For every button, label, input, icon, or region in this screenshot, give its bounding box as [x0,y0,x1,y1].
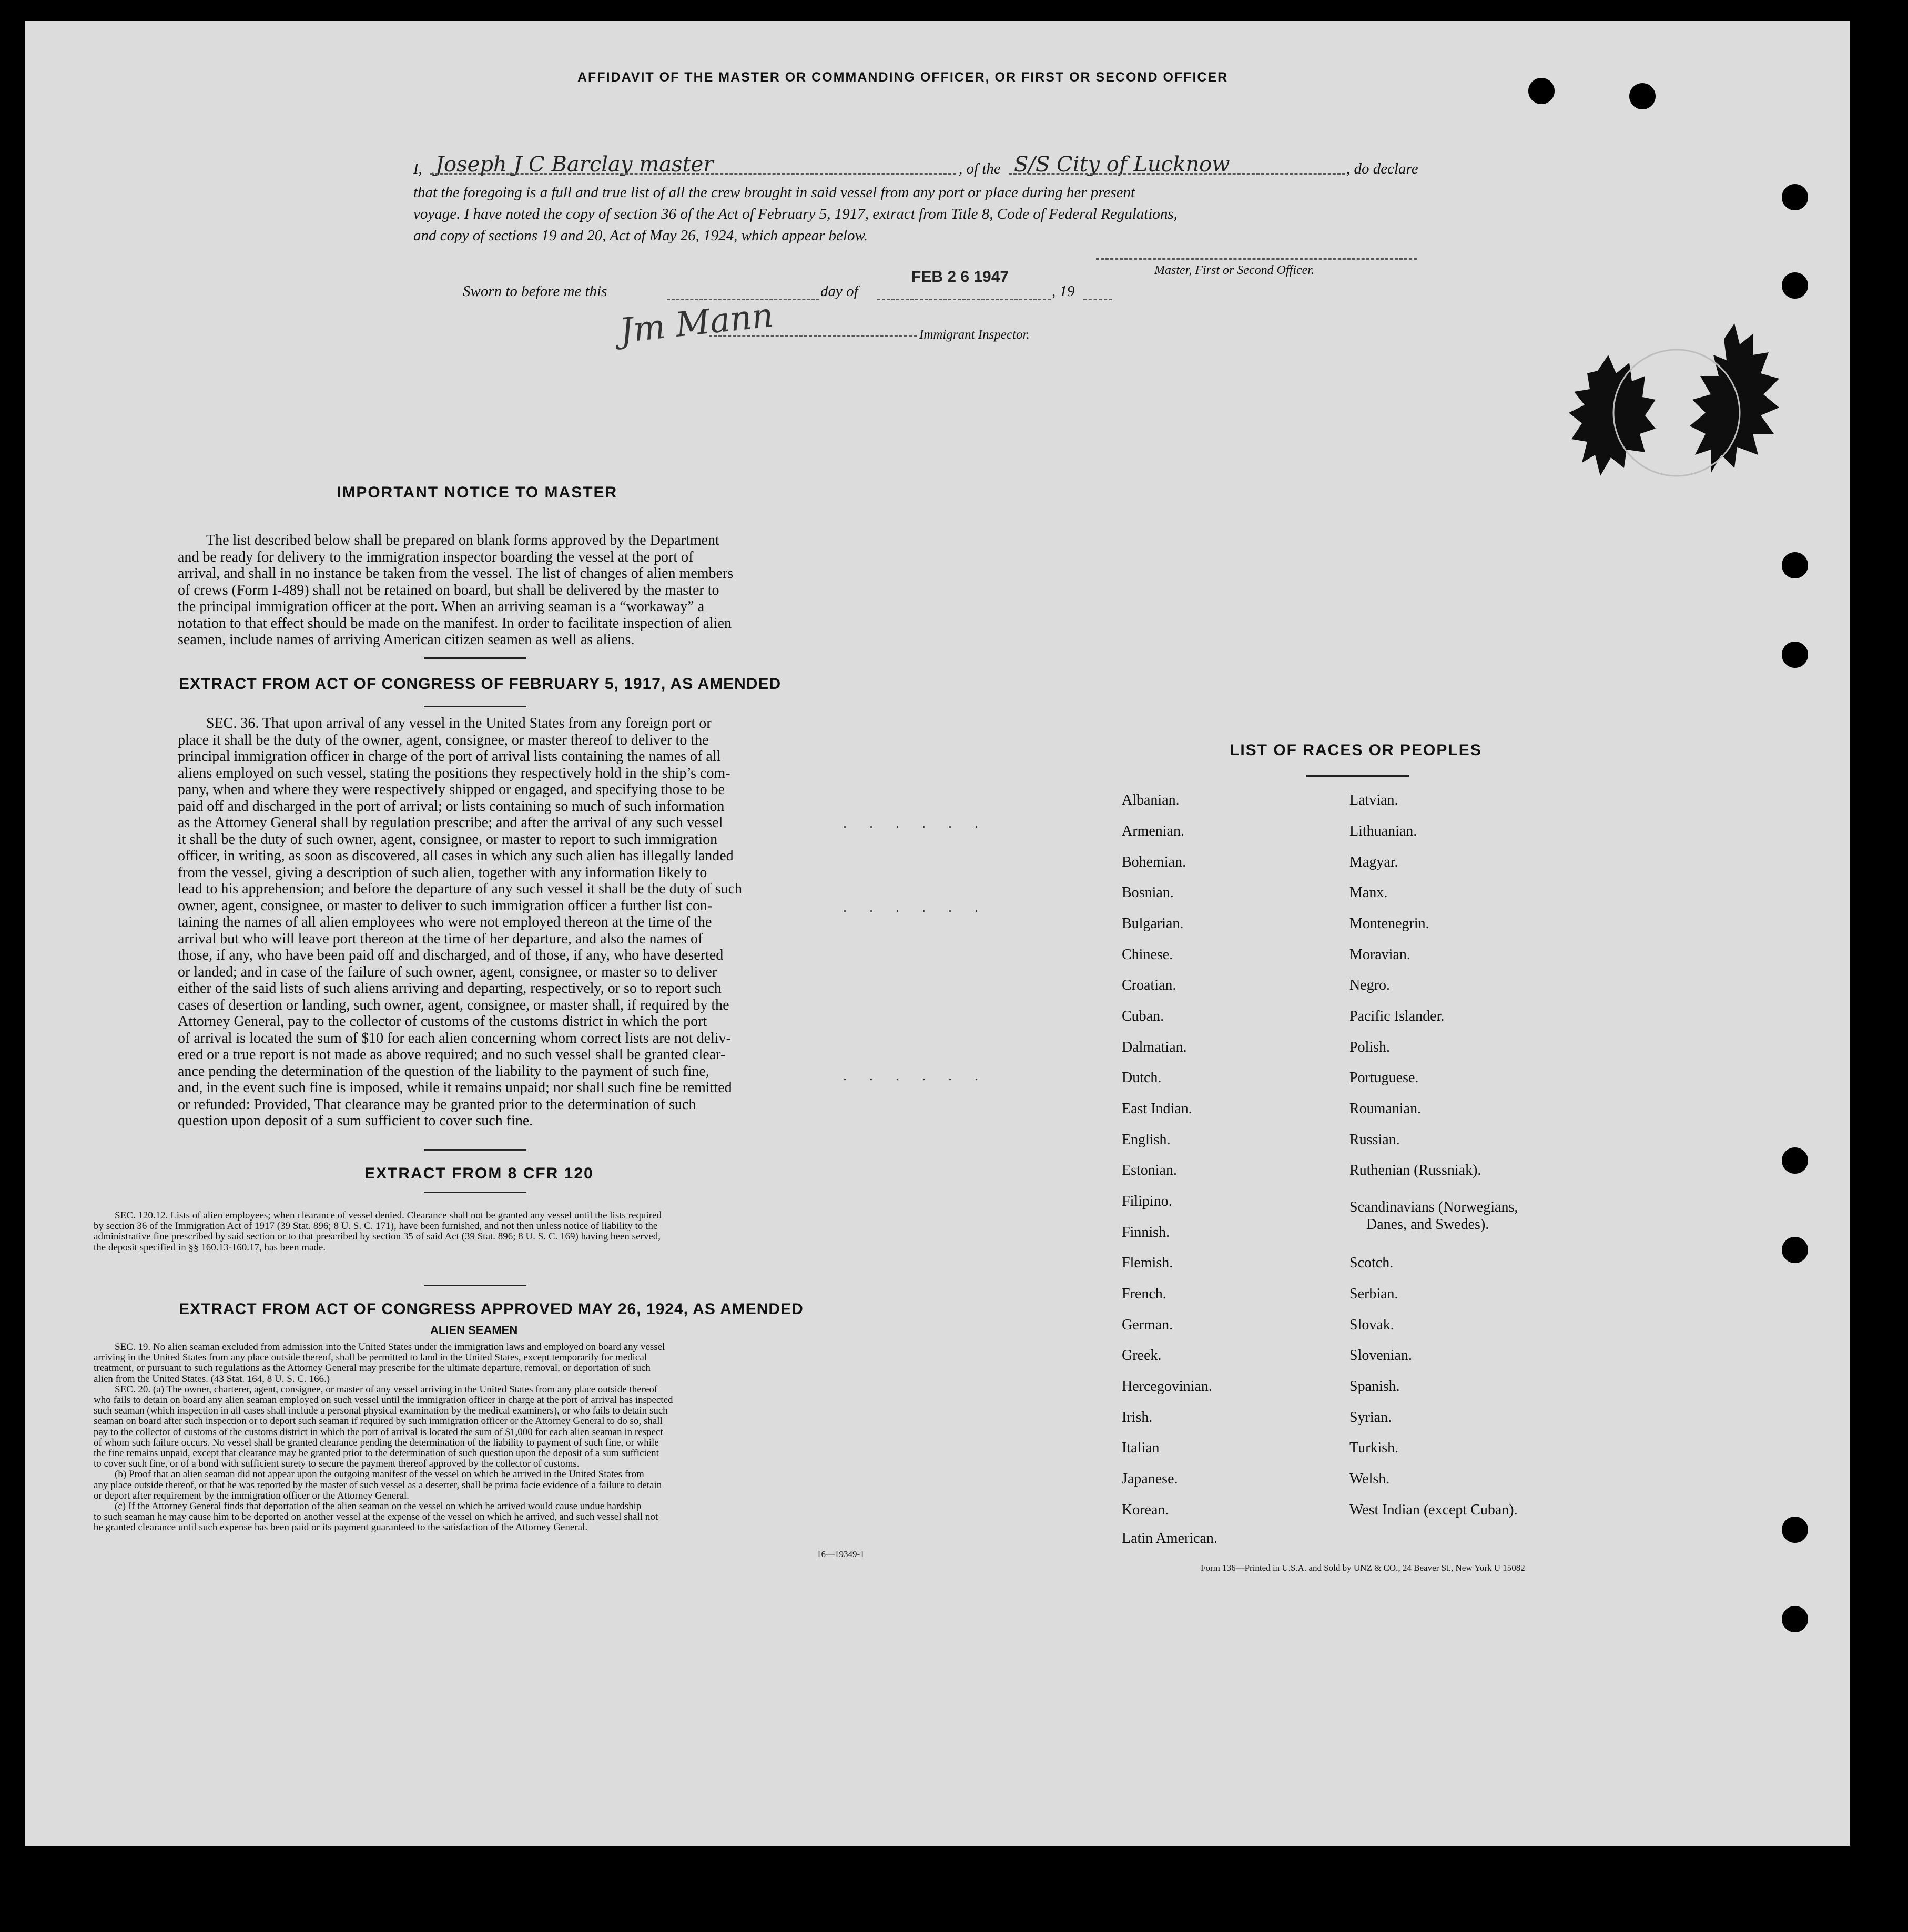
notice-line: notation to that effect should be made on the manifest. In order to facilitate inspection of alien [178,615,732,632]
race-right-item: Manx. [1349,884,1388,901]
race-left-item: Flemish. [1122,1255,1173,1271]
race-left-item: Korean. [1122,1502,1169,1518]
master-caption: Master, First or Second Officer. [1154,263,1314,277]
officer-name-handwritten: Joseph J C Barclay master [435,152,714,177]
extract-1917-line: officer, in writing, as soon as discovered, all cases in which any such alien has illegally landed [178,848,734,864]
race-right-item: Danes, and Swedes). [1366,1216,1489,1233]
extract-cfr-divider [424,1192,526,1193]
race-left-item: Bulgarian. [1122,916,1184,932]
extract-1924-line: seaman on board after such inspection or to deport such seaman if required by such immigration officer or the Attorney General to do so, shall [94,1416,663,1427]
race-left-item: Irish. [1122,1409,1153,1426]
notice-heading: IMPORTANT NOTICE TO MASTER [337,484,618,501]
extract-1924-line: the fine remains unpaid, except that clearance may be granted prior to the determination of such question upon the deposit of a sum sufficient [94,1448,659,1459]
extract-1924-line: (b) Proof that an alien seaman did not appear upon the outgoing manifest of the vessel on which he arrived in the United States from [115,1469,644,1480]
extract-1924-line: or deport after requirement by the immigration officer or the Attorney General. [94,1490,410,1501]
race-right-item: Slovenian. [1349,1347,1412,1364]
race-left-item: English. [1122,1132,1171,1148]
extract-cfr-line: SEC. 120.12. Lists of alien employees; when clearance of vessel denied. Clearance shall not be granted any vessel until the lists required [115,1210,662,1221]
race-right-item: Portuguese. [1349,1070,1419,1086]
punch-hole [1782,642,1808,668]
affidavit-line-3: voyage. I have noted the copy of section 36 of the Act of February 5, 1917, extract from Title 8, Code of Federal Regulations, [413,206,1178,222]
extract-1917-line: owner, agent, consignee, or master to deliver to such immigration officer a further list con- [178,897,713,914]
extract-cfr-end-divider [424,1285,526,1286]
extract-1917-line: those, if any, who have been paid off and discharged, and of those, if any, who have deserted [178,947,724,963]
inspector-signature-line [709,335,917,337]
race-right-item: Slovak. [1349,1317,1394,1333]
race-left-item: Hercegovinian. [1122,1378,1212,1395]
race-right-item: West Indian (except Cuban). [1349,1502,1518,1518]
extract-cfr-line: the deposit specified in §§ 160.13-160.17, has been made. [94,1242,326,1253]
officer-name-line [430,173,956,175]
race-right-item: Montenegrin. [1349,916,1429,932]
races-divider [1306,775,1409,777]
extract-1924-line: any place outside thereof, or that he was reported by the master of such vessel as a deserter, shall be prima facie evidence of a failure to detain [94,1479,662,1491]
affidavit-line-2: that the foregoing is a full and true list of all the crew brought in said vessel from any port or place during her present [413,184,1135,201]
date-stamp: FEB 2 6 1947 [911,268,1009,286]
form-imprint: Form 136—Printed in U.S.A. and Sold by UNZ & CO., 24 Beaver St., New York U 15082 [1201,1563,1525,1573]
notice-line: of crews (Form I-489) shall not be retained on board, but shall be delivered by the master to [178,582,719,598]
extract-cfr-line: administrative fine prescribed by said section or to that prescribed by section 35 of said Act (39 Stat. 896; 8 U. S. C. 169) having been served, [94,1231,661,1243]
extract-1917-heading: EXTRACT FROM ACT OF CONGRESS OF FEBRUARY 5, 1917, AS AMENDED [179,675,782,693]
notice-line: and be ready for delivery to the immigration inspector boarding the vessel at the port of [178,548,694,565]
race-left-item: Bosnian. [1122,884,1174,901]
race-left-item: Dutch. [1122,1070,1162,1086]
extract-1917-line: as the Attorney General shall by regulation prescribe; and after the arrival of any such vessel [178,815,723,831]
race-right-item: Scotch. [1349,1255,1394,1271]
race-left-item: Dalmatian. [1122,1039,1187,1055]
extract-1917-line: either of the said lists of such aliens arriving and departing, respectively, or so to report such [178,980,722,996]
extract-1917-line: principal immigration officer in charge of the port of arrival lists containing the names of all [178,748,721,765]
extract-cfr-line: by section 36 of the Immigration Act of 1917 (39 Stat. 896; 8 U. S. C. 171), have been furnished, and not then unless notice of liability to the [94,1221,658,1232]
notary-seal-image [1566,323,1792,507]
notice-line: arrival, and shall in no instance be taken from the vessel. The list of changes of alien members [178,565,734,582]
race-left-item: Finnish. [1122,1224,1170,1240]
race-right-item: Ruthenian (Russniak). [1349,1162,1481,1178]
race-left-item: Filipino. [1122,1193,1172,1209]
extract-1917-line: taining the names of all alien employees who were not employed thereon at the time of the [178,914,712,930]
race-left-item: Armenian. [1122,823,1184,839]
race-left-item: Greek. [1122,1347,1162,1364]
race-left-item: Chinese. [1122,947,1173,963]
race-right-item: Spanish. [1349,1378,1400,1395]
race-right-item: Pacific Islander. [1349,1008,1445,1024]
extract-1924-line: who fails to detain on board any alien seaman employed on such vessel until the immigration officer in charge at the port of arrival has inspected [94,1395,673,1406]
race-left-item: Croatian. [1122,977,1176,993]
punch-hole [1782,1237,1808,1263]
extract-1917-line: it shall be the duty of such owner, agent, consignee, or master to report to such immigration [178,831,718,848]
form-code: 16—19349-1 [817,1549,865,1559]
race-right-item: Latvian. [1349,792,1398,808]
inspector-caption: Immigrant Inspector. [919,328,1030,342]
extract-1917-line: ered or a true report is not made as above required; and no such vessel shall be granted clear- [178,1046,726,1063]
extract-1924-line: be granted clearance until such expense has been paid or its payment guaranteed to the satisfaction of the Attorney General. [94,1522,588,1533]
race-right-item: Lithuanian. [1349,823,1417,839]
extract-1924-body [94,1342,896,1533]
vessel-name-line [1009,173,1345,175]
inspector-signature: Jm Mann [617,296,775,351]
extract-1924-heading: EXTRACT FROM ACT OF CONGRESS APPROVED MAY 26, 1924, AS AMENDED [179,1300,804,1318]
extract-cfr-heading: EXTRACT FROM 8 CFR 120 [364,1165,594,1182]
extract-1924-line: alien from the United States. (43 Stat. 164, 8 U. S. C. 166.) [94,1373,330,1385]
race-right-item: Syrian. [1349,1409,1392,1426]
extract-1924-line: arriving in the United States from any place outside thereof, shall be permitted to land in the United States, except temporarily for medical [94,1352,647,1364]
year-prefix: , 19 [1052,283,1075,300]
sworn-month-line [877,299,1051,300]
sworn-label: Sworn to before me this [463,283,607,300]
extract-1924-line: (c) If the Attorney General finds that deportation of the alien seaman on the vessel on which he arrived would cause undue hardship [115,1501,642,1512]
race-right-item: Scandinavians (Norwegians, [1349,1199,1518,1215]
extract-1917-line: Attorney General, pay to the collector of customs of the customs district in which the port [178,1013,707,1030]
extract-1917-line: lead to his apprehension; and before the departure of any such vessel it shall be the duty of such [178,881,743,897]
bleed-dots: . . . . . . [843,815,988,831]
extract-1917-line: paid off and discharged in the port of arrival; or lists containing so much of such information [178,798,725,815]
punch-hole [1782,1147,1808,1174]
extract-1917-line: of arrival is located the sum of $10 for each alien concerning whom correct lists are not deliv- [178,1030,731,1046]
race-right-item: Negro. [1349,977,1390,993]
extract-1917-line: and, in the event such fine is imposed, while it remains unpaid; nor shall such fine be remitted [178,1080,732,1096]
affidavit-of-the: , of the [959,160,1001,177]
punch-hole [1629,83,1656,109]
race-left-item: German. [1122,1317,1173,1333]
extract-1924-line: pay to the collector of customs of the customs district in which the port of arrival is located the sum of $1,000 for each alien seaman in respect [94,1426,663,1438]
extract-1917-end-divider [424,1149,526,1151]
master-signature-line [1096,258,1417,260]
extract-1917-line: cases of desertion or landing, such owner, agent, consignee, or master shall, if required by the [178,996,729,1013]
affidavit-do-declare: , do declare [1346,160,1418,177]
extract-1924-line: of whom such failure occurs. No vessel shall be granted clearance pending the determination of the liability to payment of such fine, or while [94,1437,659,1448]
bleed-dots: . . . . . . [843,1067,988,1084]
notice-line: seamen, include names of arriving American citizen seamen as well as aliens. [178,632,635,648]
races-heading: LIST OF RACES OR PEOPLES [1230,741,1482,759]
race-right-item: Serbian. [1349,1286,1398,1302]
extract-1917-line: from the vessel, giving a description of such alien, together with any information likely to [178,864,707,881]
extract-1917-line: pany, when and where they were respectively shipped or engaged, and specifying those to be [178,781,725,798]
punch-hole [1782,272,1808,299]
extract-1917-line: or refunded: Provided, That clearance may be granted prior to the determination of such [178,1096,696,1113]
punch-hole [1782,184,1808,210]
race-right-item: Turkish. [1349,1440,1399,1456]
extract-1924-line: to such seaman he may cause him to be deported on another vessel at the expense of the vessel on which he arrived, and such vessel shall not [94,1511,658,1523]
year-line [1083,299,1112,300]
punch-hole [1528,78,1555,104]
race-right-item: Welsh. [1349,1471,1390,1487]
race-left-item: Bohemian. [1122,854,1186,870]
race-left-item: Latin American. [1122,1530,1217,1547]
extract-1924-line: to cover such fine, or of a bond with sufficient surety to secure the payment thereof approved by the collector of customs. [94,1458,580,1470]
affidavit-line-4: and copy of sections 19 and 20, Act of May 26, 1924, which appear below. [413,227,868,244]
extract-1917-line: SEC. 36. That upon arrival of any vessel in the United States from any foreign port or [206,715,712,731]
notice-line: The list described below shall be prepared on blank forms approved by the Department [206,532,719,548]
extract-1924-line: treatment, or pursuant to such regulations as the Attorney General may prescribe for the ultimate departure, removal, or deportation of such [94,1362,651,1374]
race-left-item: Estonian. [1122,1162,1177,1178]
race-right-item: Roumanian. [1349,1101,1422,1117]
extract-1917-body [178,715,809,1130]
extract-1924-line: SEC. 20. (a) The owner, charterer, agent, consignee, or master of any vessel arriving in the United States from any place outside thereof [115,1384,658,1395]
extract-1917-line: or landed; and in case of the failure of such owner, agent, consignee, or master so to deliver [178,963,717,980]
punch-hole [1782,1606,1808,1632]
extract-1917-line: arrival but who will leave port thereon at the time of her departure, and also the names of [178,930,703,947]
race-left-item: Italian [1122,1440,1160,1456]
race-right-item: Russian. [1349,1132,1400,1148]
day-of-label: day of [820,283,858,300]
extract-1917-line: question upon deposit of a sum sufficient to cover such fine. [178,1113,533,1129]
notice-body [178,532,809,648]
punch-hole [1782,1517,1808,1543]
extract-1917-line: aliens employed on such vessel, stating the positions they respectively hold in the ship’s com- [178,765,730,781]
punch-hole [1782,552,1808,578]
race-right-item: Moravian. [1349,947,1410,963]
affidavit-title: AFFIDAVIT OF THE MASTER OR COMMANDING OFFICER, OR FIRST OR SECOND OFFICER [577,70,1229,85]
extract-1917-line: place it shall be the duty of the owner, agent, consignee, or master thereof to deliver to the [178,731,709,748]
notice-divider [424,657,526,659]
extract-1917-divider [424,706,526,707]
race-left-item: Albanian. [1122,792,1180,808]
notice-line: the principal immigration officer at the port. When an arriving seaman is a “workaway” a [178,598,705,615]
race-right-item: Magyar. [1349,854,1398,870]
bleed-dots: . . . . . . [843,899,988,916]
race-left-item: Cuban. [1122,1008,1164,1024]
document-page [25,21,1850,1846]
race-left-item: French. [1122,1286,1166,1302]
race-left-item: Japanese. [1122,1471,1178,1487]
extract-1924-subheading: ALIEN SEAMEN [430,1324,518,1337]
race-left-item: East Indian. [1122,1101,1192,1117]
affidavit-i-label: I, [413,160,422,177]
extract-1924-line: such seaman (which inspection in all cases shall include a personal physical examination by the medical examiners), or who fails to detain such [94,1405,668,1417]
race-right-item: Polish. [1349,1039,1391,1055]
extract-cfr-body [94,1211,896,1253]
extract-1924-line: SEC. 19. No alien seaman excluded from admission into the United States under the immigration laws and employed on board any vessel [115,1341,665,1353]
vessel-name-handwritten: S/S City of Lucknow [1014,152,1230,177]
extract-1917-line: ance pending the determination of the question of the liability to the payment of such fine, [178,1063,709,1080]
